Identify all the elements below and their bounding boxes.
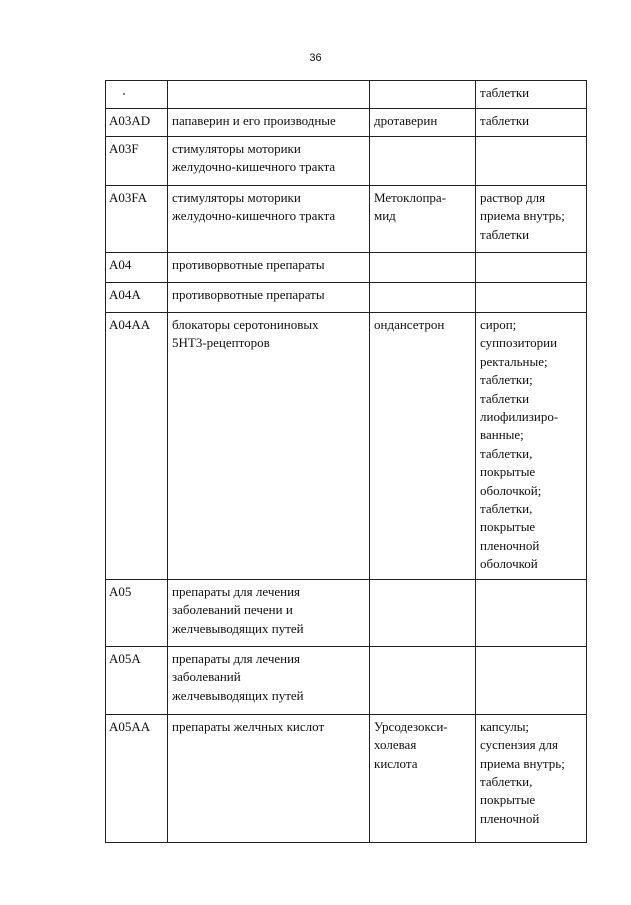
atc-code-cell: A03AD <box>106 109 168 137</box>
group-cell: противорвотные препараты <box>168 283 370 313</box>
drug-cell: ондансетрон <box>370 313 476 580</box>
drug-cell <box>370 579 476 646</box>
drug-cell: Метоклопра- мид <box>370 186 476 253</box>
atc-code-cell: A03FA <box>106 186 168 253</box>
group-cell: блокаторы серотониновых 5HT3-рецепторов <box>168 313 370 580</box>
drug-cell <box>370 283 476 313</box>
table-row <box>106 253 587 283</box>
atc-code-cell: A05 <box>106 579 168 646</box>
group-cell: препараты для лечения заболеваний желчевыводящих путей <box>168 646 370 714</box>
table-row <box>106 714 587 842</box>
drug-cell <box>370 646 476 714</box>
drug-cell <box>370 137 476 186</box>
drug-cell <box>370 81 476 109</box>
table-row <box>106 283 587 313</box>
dosage-form-cell <box>476 646 587 714</box>
dosage-form-cell <box>476 283 587 313</box>
group-cell: противорвотные препараты <box>168 253 370 283</box>
atc-code-cell: A05A <box>106 646 168 714</box>
dosage-form-cell <box>476 137 587 186</box>
dosage-form-cell: таблетки <box>476 109 587 137</box>
dosage-form-cell: таблетки <box>476 81 587 109</box>
dosage-form-cell: раствор для приема внутрь; таблетки <box>476 186 587 253</box>
group-cell <box>168 81 370 109</box>
group-cell: препараты желчных кислот <box>168 714 370 842</box>
table-row <box>106 646 587 714</box>
atc-code-cell: A04 <box>106 253 168 283</box>
atc-code-cell: A04A <box>106 283 168 313</box>
scan-dot-mark <box>123 93 125 95</box>
table-row <box>106 579 587 646</box>
page-number: 36 <box>309 52 322 64</box>
drug-cell: Урсодезокси- холевая кислота <box>370 714 476 842</box>
table-row <box>106 313 587 580</box>
atc-code-cell <box>106 81 168 109</box>
drug-cell: дротаверин <box>370 109 476 137</box>
table-row <box>106 186 587 253</box>
dosage-form-cell <box>476 579 587 646</box>
atc-code-cell: A03F <box>106 137 168 186</box>
group-cell: стимуляторы моторики желудочно-кишечного тракта <box>168 137 370 186</box>
dosage-form-cell <box>476 253 587 283</box>
dosage-form-cell: сироп; суппозитории ректальные; таблетки; таблетки лиофилизиро- ванные; таблетки, покрытые оболочкой; таблетки, покрытые пленочной оболочкой <box>476 313 587 580</box>
group-cell: папаверин и его производные <box>168 109 370 137</box>
group-cell: стимуляторы моторики желудочно-кишечного тракта <box>168 186 370 253</box>
drug-table <box>105 80 587 843</box>
table-row <box>106 109 587 137</box>
table-row <box>106 81 587 109</box>
atc-code-cell: A05AA <box>106 714 168 842</box>
dosage-form-cell: капсулы; суспензия для приема внутрь; таблетки, покрытые пленочной <box>476 714 587 842</box>
atc-code-cell: A04AA <box>106 313 168 580</box>
group-cell: препараты для лечения заболеваний печени и желчевыводящих путей <box>168 579 370 646</box>
drug-cell <box>370 253 476 283</box>
table-row <box>106 137 587 186</box>
